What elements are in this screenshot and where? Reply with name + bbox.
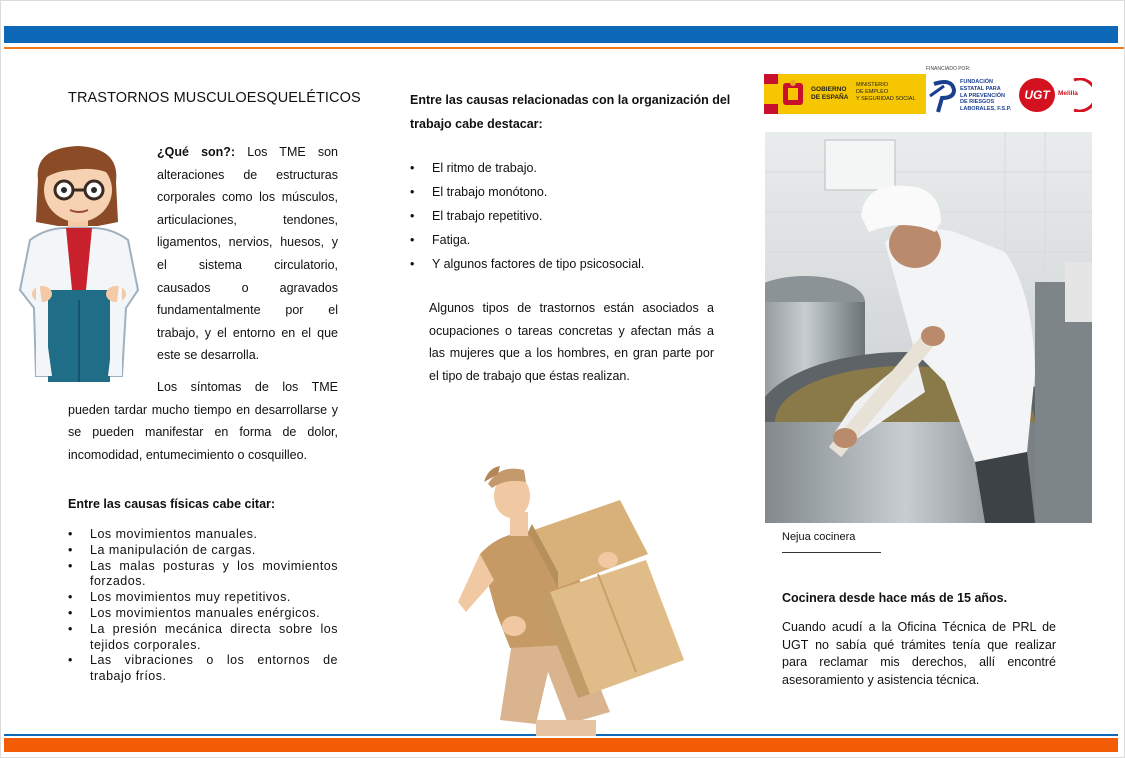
worker-with-boxes-illustration [440, 462, 690, 737]
logo-text: LA PREVENCIÓN [960, 92, 1006, 99]
list-item: • El trabajo monótono. [410, 180, 710, 204]
what-line: alteraciones de estructuras [157, 167, 338, 182]
list-item: • Los movimientos manuales enérgicos. [68, 606, 338, 622]
symptoms-line: incomodidad, entumecimiento o cosquilleo. [68, 447, 308, 462]
logo-text: DE RIESGOS [960, 99, 995, 106]
what-line: ligamentos, nervios, huesos, y [157, 235, 338, 250]
list-item: • Fatiga. [410, 228, 710, 252]
financed-by-label: FINANCIADO POR: [926, 66, 971, 72]
symptoms-line: pueden tardar mucho tiempo en desarrollarse y [68, 402, 338, 417]
what-line: causados o agravados [157, 280, 338, 295]
symptoms-line: Los síntomas de los TME [157, 380, 338, 394]
what-line: articulaciones, tendones, [157, 212, 338, 227]
top-orange-line [4, 47, 1124, 49]
logo-text: Y SEGURIDAD SOCIAL [856, 96, 916, 102]
logo-text: DE EMPLEO [856, 89, 889, 95]
occupations-paragraph [429, 297, 714, 387]
logo-text: LABORALES, F.S.P. [960, 106, 1012, 113]
what-line: corporales como los músculos, [157, 190, 338, 205]
organization-causes-title [410, 88, 730, 136]
what-line: el sistema circulatorio, [157, 257, 338, 272]
logo-text: GOBIERNO [811, 86, 847, 93]
quote-line: Cuando acudí a la Oficina Técnica de PRL de [782, 620, 1056, 634]
ugt-logo: UGT [1019, 78, 1055, 112]
symptoms-line: se pueden manifestar en forma de dolor, [68, 425, 338, 440]
para-line: el tipo de trabajo que éstas realizan. [429, 368, 630, 383]
foundation-logo-text [960, 79, 1011, 113]
list-item: • Los movimientos manuales. [68, 527, 338, 543]
logo-text: MINISTERIO [856, 82, 889, 88]
quote-line: asesoramiento y asistencia técnica. [782, 672, 980, 687]
testimonial-subtitle: Cocinera desde hace más de 15 años. [782, 591, 1008, 605]
list-item: • El ritmo de trabajo. [410, 156, 710, 180]
symptoms-paragraph [68, 376, 338, 466]
physical-causes-list [68, 527, 338, 685]
government-logo [764, 74, 926, 114]
para-line: las mujeres que a los hombres, en gran parte por [429, 346, 714, 361]
page-title: TRASTORNOS MUSCULOESQUELÉTICOS [68, 90, 361, 106]
melilla-label: Melilla [1058, 90, 1078, 97]
bottom-orange-band [4, 738, 1118, 752]
top-blue-band [4, 26, 1118, 43]
title-line: trabajo cabe destacar: [410, 117, 543, 131]
para-line: ocupaciones o tareas concretas y afectan más a [429, 323, 714, 338]
title-line: Entre las causas relacionadas con la organización del [410, 93, 731, 107]
what-line: este se desarrolla. [157, 348, 260, 363]
logo-text: FUNDACIÓN [960, 79, 993, 85]
list-item: • La manipulación de cargas. [68, 543, 338, 559]
caption-underline [782, 552, 881, 553]
physical-causes-title: Entre las causas físicas cabe citar: [68, 497, 276, 511]
list-item: • La presión mecánica directa sobre los tejidos corporales. [68, 622, 338, 654]
list-item: • Y algunos factores de tipo psicosocial. [410, 252, 710, 276]
what-line: trabajo, y el entorno en el que [157, 325, 338, 340]
testimonial-quote [782, 619, 1056, 689]
cook-photo [765, 132, 1092, 523]
list-item: • El trabajo repetitivo. [410, 204, 710, 228]
list-item: • Las malas posturas y los movimientos forzados. [68, 559, 338, 591]
coat-of-arms-icon [780, 79, 806, 109]
what-label: ¿Qué son?: [157, 145, 236, 159]
list-item: • Las vibraciones o los entornos de trabajo fríos. [68, 653, 338, 685]
what-line: fundamentalmente por el [157, 303, 338, 318]
logo-text: ESTATAL PARA [960, 85, 1001, 92]
logo-text: DE ESPAÑA [811, 93, 849, 101]
what-are-paragraph [157, 141, 338, 367]
list-item: • Los movimientos muy repetitivos. [68, 590, 338, 606]
quote-line: UGT no sabía qué trámites tenía que realizar [782, 637, 1056, 652]
doctor-illustration [12, 140, 148, 384]
para-line: Algunos tipos de trastornos están asociados a [429, 301, 714, 315]
photo-caption: Nejua cocinera [782, 531, 856, 543]
organization-causes-list [410, 156, 710, 276]
quote-line: para reclamar mis derechos, allí encontré [782, 655, 1056, 669]
foundation-logo-icon [928, 76, 958, 116]
what-line: Los TME son [247, 145, 338, 159]
